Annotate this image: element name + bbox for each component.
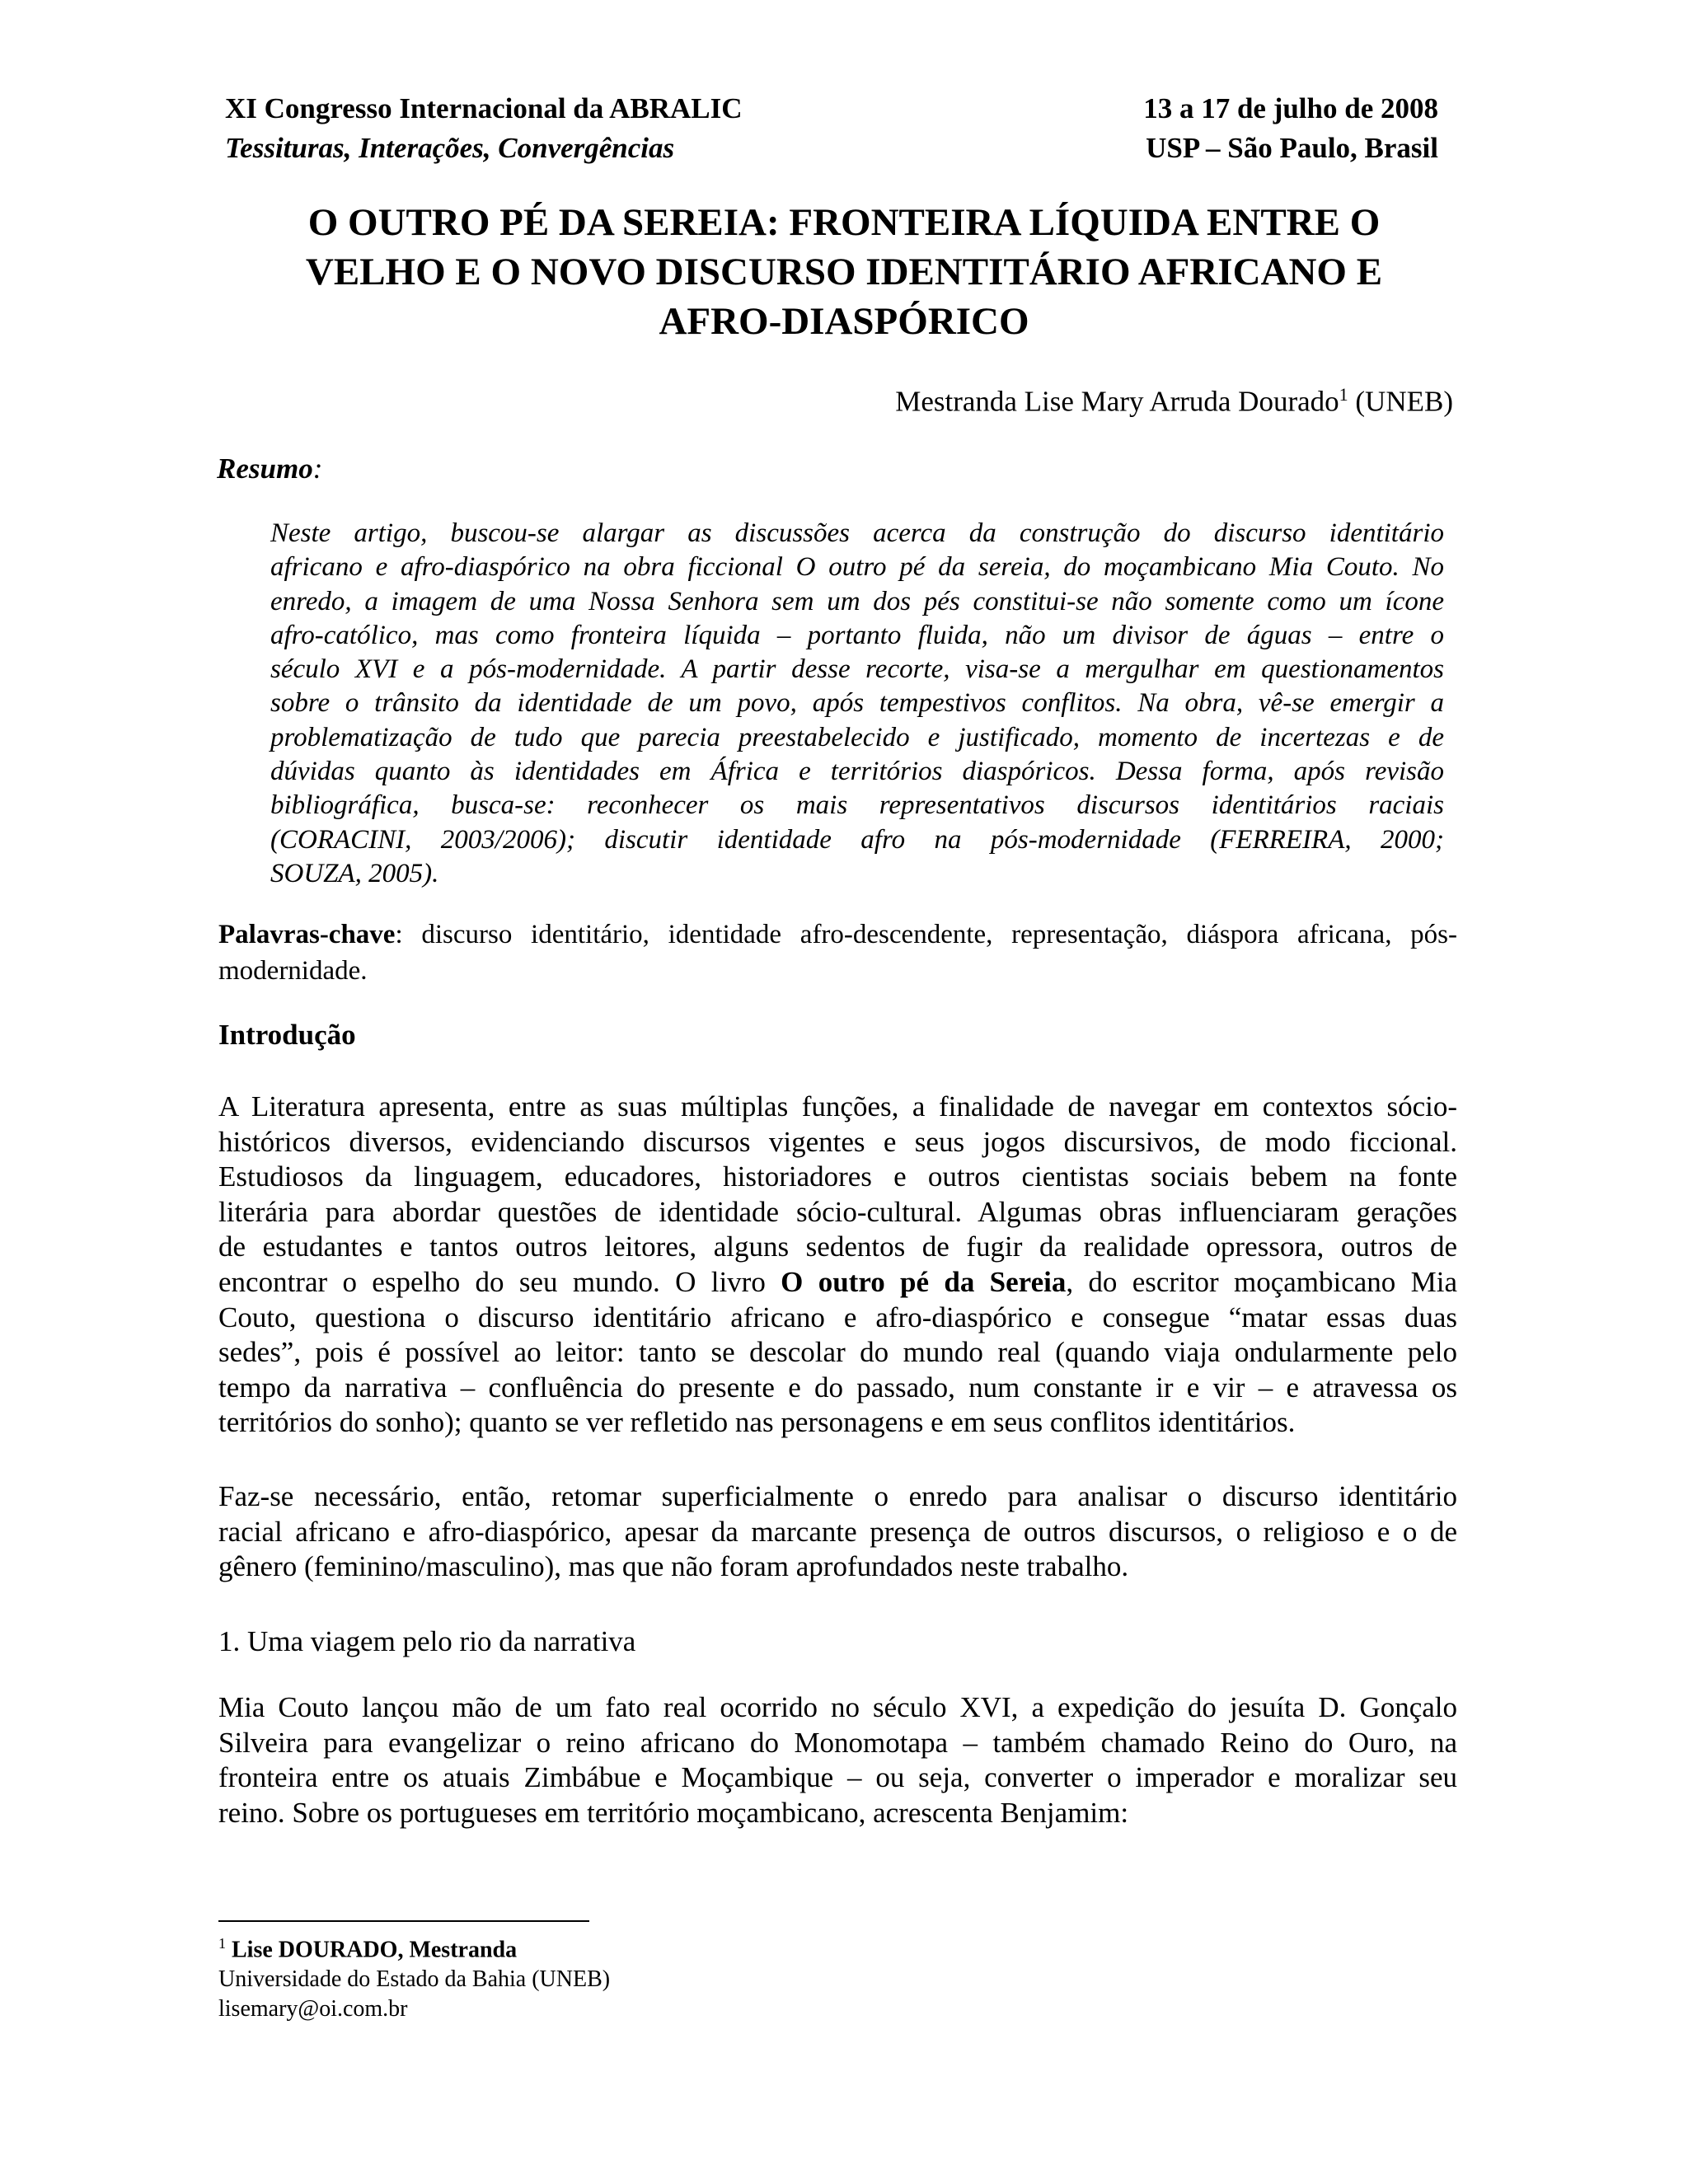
keywords-line [218, 916, 1457, 953]
paragraph-line: territórios do sonho); quanto se ver refletido nas personagens e em seus conflitos identitários. [218, 1406, 1296, 1439]
author-affiliation: (UNEB) [1355, 385, 1453, 418]
paragraph-line: Silveira para evangelizar o reino africano do Monomotapa – também chamado Reino do Ouro, na [218, 1726, 1457, 1759]
abstract-label [217, 449, 322, 489]
keywords-label: Palavras-chave [218, 920, 396, 949]
keywords [218, 916, 1457, 989]
paragraph-line: A Literatura apresenta, entre as suas múltiplas funções, a finalidade de navegar em contextos sócio- [218, 1090, 1457, 1122]
book-title: O outro pé da Sereia [781, 1265, 1067, 1298]
paragraph-line: fronteira entre os atuais Zimbábue e Moçambique – ou seja, converter o imperador e moralizar seu [218, 1761, 1457, 1794]
footnote-author: Lise DOURADO, Mestranda [232, 1937, 518, 1963]
intro-paragraph [218, 1090, 1457, 1441]
paragraph-line: literária para abordar questões de identidade sócio-cultural. Algumas obras influenciaram gerações [218, 1195, 1457, 1228]
conference-theme: Tessituras, Interações, Convergências [225, 132, 675, 164]
abstract-line: africano e afro-diaspórico na obra ficcional O outro pé da sereia, do moçambicano Mia Couto. No [270, 552, 1444, 583]
footnote-marker: 1 [1339, 384, 1348, 405]
abstract-line: SOUZA, 2005). [270, 858, 439, 888]
footnote-number: 1 [218, 1935, 226, 1952]
footnote [218, 1929, 610, 2024]
intro-heading: Introdução [218, 1019, 356, 1051]
abstract-line: Neste artigo, buscou-se alargar as discussões acerca da construção do discurso identitário [270, 518, 1444, 548]
title-line: VELHO E O NOVO DISCURSO IDENTITÁRIO AFRICANO E [305, 251, 1383, 293]
abstract-line: afro-católico, mas como fronteira líquida – portanto fluida, não um divisor de águas – entre o [270, 620, 1444, 650]
paragraph-line: reino. Sobre os portugueses em território moçambicano, acrescenta Benjamim: [218, 1796, 1129, 1829]
abstract-text [270, 517, 1444, 891]
conference-dates: 13 a 17 de julho de 2008 [1143, 92, 1438, 124]
keywords-list: : discurso identitário, identidade afro-descendente, representação, diáspora africana, pós- [395, 920, 1457, 949]
footnote-separator [218, 1920, 589, 1922]
author-name: Mestranda Lise Mary Arruda Dourado [895, 385, 1339, 418]
paragraph-line: Faz-se necessário, então, retomar superficialmente o enredo para analisar o discurso identitário [218, 1480, 1457, 1512]
second-paragraph [218, 1479, 1457, 1585]
running-header-row-1 [225, 89, 1438, 129]
author-line [895, 375, 1453, 422]
paragraph-line: tempo da narrativa – confluência do presente e do passado, num constante ir e vir – e atravessa os [218, 1371, 1457, 1404]
footnote-line [218, 1929, 610, 1965]
text-run: , do escritor moçambicano Mia [1066, 1265, 1458, 1298]
paragraph-line: racial africano e afro-diaspórico, apesar da marcante presença de outros discursos, o religioso e o de [218, 1515, 1457, 1548]
abstract-line: dúvidas quanto às identidades em África e territórios diaspóricos. Dessa forma, após revisão [270, 757, 1444, 787]
abstract-line: bibliográfica, busca-se: reconhecer os mais representativos discursos identitários raciais [270, 790, 1444, 821]
abstract-line: problematização de tudo que parecia preestabelecido e justificado, momento de incertezas e de [270, 722, 1444, 752]
abstract-label-text: Resumo [217, 452, 313, 485]
paper-title [225, 198, 1463, 346]
abstract-label-colon: : [312, 452, 323, 485]
conference-name: XI Congresso Internacional da ABRALIC [225, 92, 743, 124]
text-run: encontrar o espelho do seu mundo. O livro [218, 1265, 781, 1298]
title-line: AFRO-DIASPÓRICO [659, 300, 1029, 343]
abstract-line: (CORACINI, 2003/2006); discutir identidade afro na pós-modernidade (FERREIRA, 2000; [270, 824, 1444, 855]
paragraph-line: sedes”, pois é possível ao leitor: tanto se descolar do mundo real (quando viaja ondularmente pelo [218, 1336, 1457, 1369]
section-1-paragraph [218, 1690, 1457, 1830]
paragraph-line [218, 1265, 1457, 1301]
footnote-email: lisemary@oi.com.br [218, 1996, 408, 2022]
paragraph-line: Mia Couto lançou mão de um fato real ocorrido no século XVI, a expedição do jesuíta D. Gonçalo [218, 1691, 1457, 1723]
conference-location: USP – São Paulo, Brasil [1146, 132, 1438, 164]
paragraph-line: Estudiosos da linguagem, educadores, historiadores e outros cientistas sociais bebem na fonte [218, 1160, 1457, 1193]
paragraph-line: históricos diversos, evidenciando discursos vigentes e seus jogos discursivos, de modo ficcional. [218, 1125, 1457, 1158]
abstract-line: enredo, a imagem de uma Nossa Senhora sem um dos pés constitui-se não somente como um ícone [270, 586, 1444, 616]
paragraph-line: de estudantes e tantos outros leitores, alguns sedentos de fugir da realidade opressora, outros de [218, 1230, 1457, 1263]
title-line: O OUTRO PÉ DA SEREIA: FRONTEIRA LÍQUIDA ENTRE O [307, 201, 1381, 244]
running-header [225, 89, 1438, 168]
abstract-line: século XVI e a pós-modernidade. A partir desse recorte, visa-se a mergulhar em questionamentos [270, 654, 1444, 685]
paragraph-line: gênero (feminino/masculino), mas que não foram aprofundados neste trabalho. [218, 1550, 1129, 1583]
section-1-heading: 1. Uma viagem pelo rio da narrativa [218, 1625, 636, 1657]
running-header-row-2 [225, 129, 1438, 168]
abstract-line: sobre o trânsito da identidade de um povo, após tempestivos conflitos. Na obra, vê-se emergir a [270, 688, 1444, 719]
paragraph-line: Couto, questiona o discurso identitário africano e afro-diaspórico e consegue “matar essas duas [218, 1301, 1457, 1333]
footnote-institution: Universidade do Estado da Bahia (UNEB) [218, 1966, 611, 1993]
keywords-line: modernidade. [218, 956, 368, 986]
